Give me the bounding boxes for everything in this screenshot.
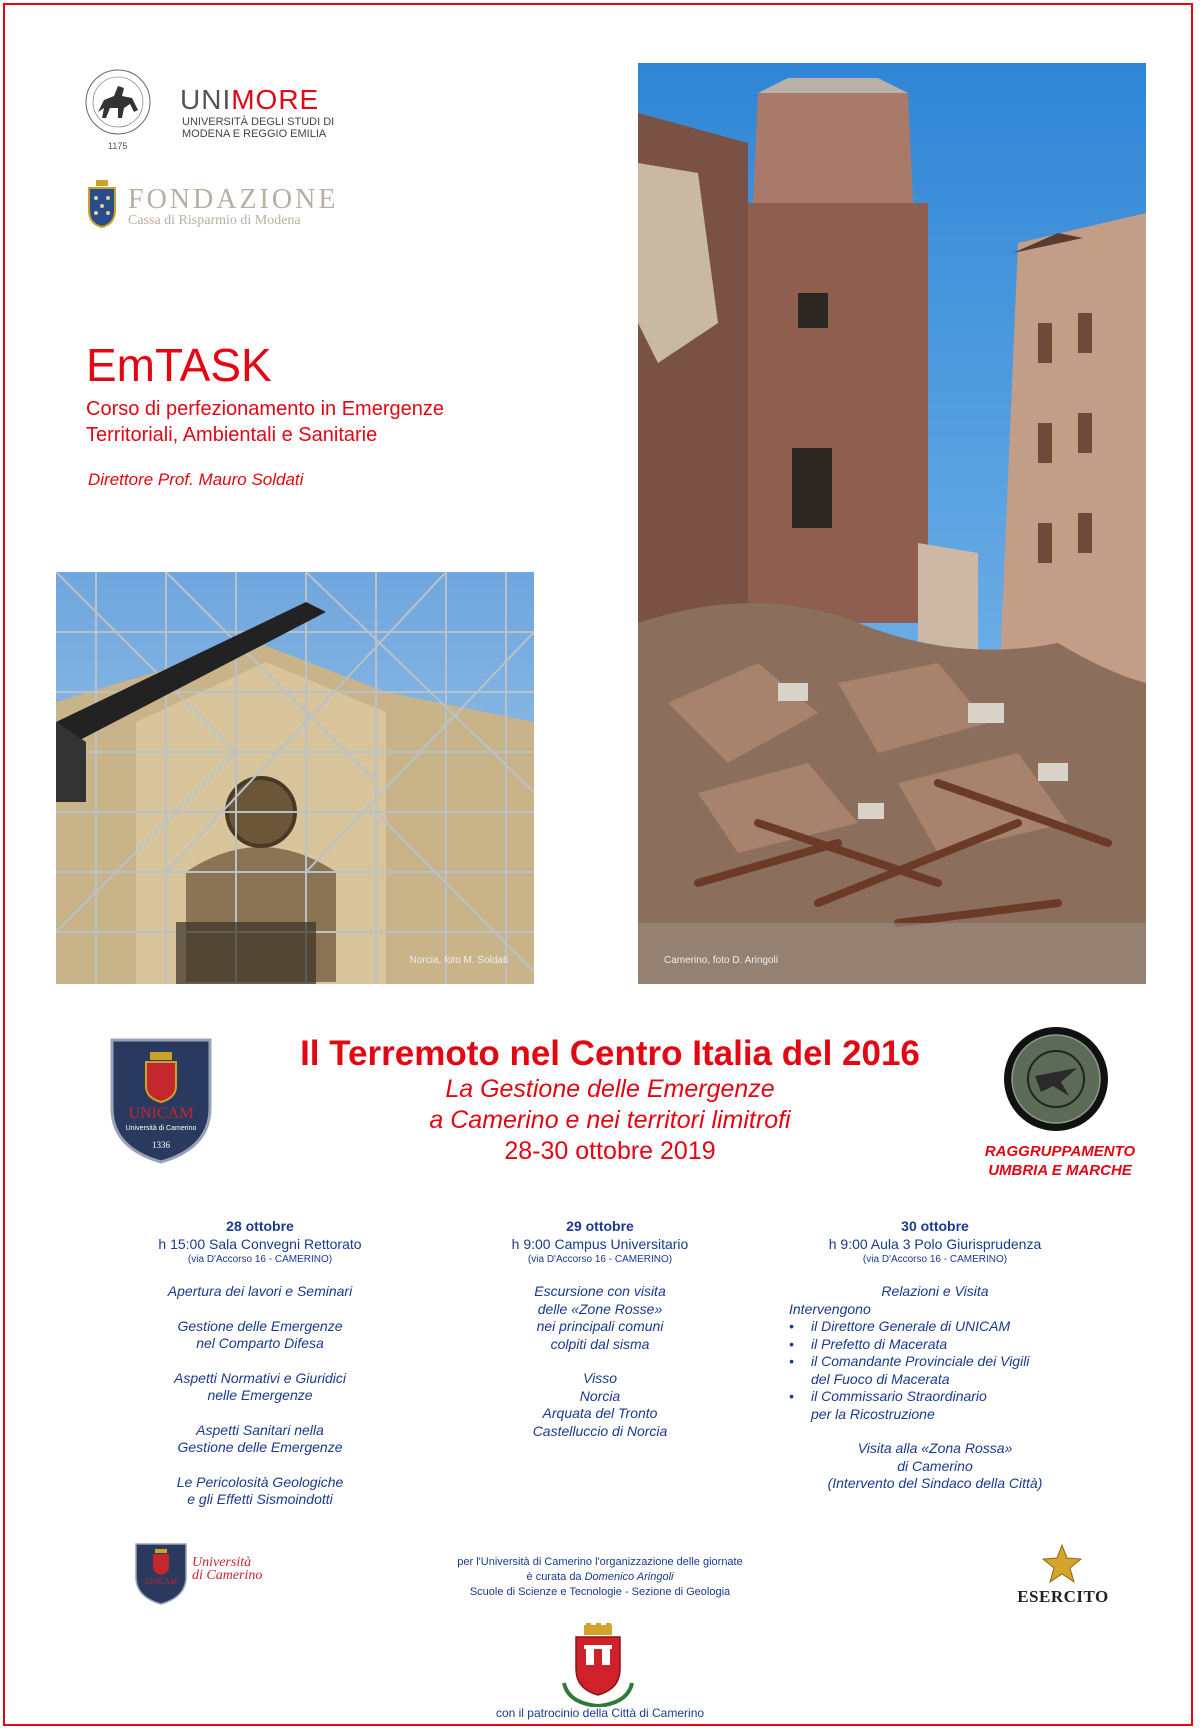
fondazione-crest-icon: [86, 180, 118, 228]
event-title: Il Terremoto nel Centro Italia del 2016: [300, 1034, 920, 1073]
svg-text:UNICAM: UNICAM: [144, 1577, 178, 1586]
unimore-subtitle: UNIVERSITÀ DEGLI STUDI DI MODENA E REGGIO EMILIA: [182, 116, 335, 140]
speaker-item: • il Direttore Generale di UNICAM: [789, 1318, 1011, 1334]
speaker-item: • il Commissario Straordinario per la Ricostruzione: [789, 1388, 987, 1422]
unicam-shield-year: 1336: [152, 1140, 170, 1150]
unicam-shield-icon: [110, 1038, 212, 1164]
day-3-intervengono: Intervengono: [789, 1300, 871, 1317]
course-title: EmTASK: [86, 339, 272, 391]
unicam-shield-name: UNICAM: [128, 1105, 194, 1122]
day-1-place: h 15:00 Sala Convegni Rettorato: [158, 1235, 362, 1252]
patrocinio-note: con il patrocinio della Città di Camerino: [495, 1706, 705, 1720]
day-2-place: h 9:00 Campus Universitario: [511, 1235, 689, 1252]
day-3-place: h 9:00 Aula 3 Polo Giurisprudenza: [828, 1235, 1042, 1252]
unimore-wordmark: UNIMORE: [180, 84, 320, 115]
paracadutisti-emblem-icon: [1003, 1026, 1109, 1132]
day-1-item: Le Pericolosità Geologiche e gli Effetti Sismoindotti: [176, 1473, 344, 1507]
day-1-item: Aspetti Normativi e Giuridici nelle Emergenze: [174, 1369, 346, 1403]
day-2-address: (via D'Accorso 16 - CAMERINO): [527, 1254, 673, 1265]
day-1-item: Apertura dei lavori e Seminari: [167, 1283, 353, 1299]
day-1-item: Aspetti Sanitari nella Gestione delle Emergenze: [177, 1421, 343, 1455]
photo-norcia-scaffolding: [56, 572, 534, 984]
fondazione-subtitle: Cassa di Risparmio di Modena: [128, 213, 301, 228]
speaker-item: • il Prefetto di Macerata: [789, 1335, 948, 1352]
program-day-3: [785, 1218, 1085, 1493]
organization-note: per l'Università di Camerino l'organizzazione delle giornate è curata da Domenico Aringoli Scuole di Scienze e Tecnologie - Sezione di Geologia: [457, 1556, 743, 1598]
unicam-wordmark: Università di Camerino: [192, 1555, 263, 1583]
speaker-item: • il Comandante Provinciale dei Vigili del Fuoco di Macerata: [789, 1353, 1030, 1387]
day-3-address: (via D'Accorso 16 - CAMERINO): [862, 1254, 1008, 1265]
camerino-crest-icon: [560, 1623, 636, 1707]
unicam-shield-sub: Università di Camerino: [125, 1125, 197, 1132]
esercito-label: ESERCITO: [1017, 1587, 1109, 1606]
day-1-date: 28 ottobre: [226, 1218, 294, 1234]
day-2-date: 29 ottobre: [566, 1218, 634, 1234]
unimore-year: 1175: [108, 141, 128, 151]
event-subtitle: La Gestione delle Emergenze a Camerino e nei territori limitrofi: [429, 1075, 791, 1134]
photo-right-caption: Camerino, foto D. Aringoli: [664, 955, 778, 966]
paracadutisti-label: RAGGRUPPAMENTO UMBRIA E MARCHE: [984, 1143, 1136, 1179]
program-day-1: [110, 1218, 410, 1509]
course-subtitle: Corso di perfezionamento in Emergenze Territoriali, Ambientali e Sanitarie: [86, 398, 444, 446]
day-3-date: 30 ottobre: [901, 1218, 969, 1234]
photo-left-caption: Norcia, foto M. Soldati: [409, 955, 508, 966]
photo-camerino-collapse: [638, 63, 1146, 984]
day-1-item: Gestione delle Emergenze nel Comparto Difesa: [177, 1317, 343, 1351]
event-dates: 28-30 ottobre 2019: [504, 1137, 716, 1165]
day-3-speakers: [785, 1318, 1085, 1423]
star-icon: [1042, 1544, 1082, 1584]
day-2-intro: Escursione con visita delle «Zone Rosse» nei principali comuni colpiti dal sisma: [534, 1283, 666, 1352]
course-director: Direttore Prof. Mauro Soldati: [88, 470, 304, 489]
program-day-2: [450, 1218, 750, 1440]
day-1-address: (via D'Accorso 16 - CAMERINO): [187, 1254, 333, 1265]
day-3-heading: Relazioni e Visita: [881, 1283, 989, 1299]
fondazione-name: FONDAZIONE: [128, 184, 339, 215]
day-2-places: Visso Norcia Arquata del Tronto Castelluccio di Norcia: [532, 1370, 668, 1439]
unicam-small-shield-icon: [135, 1543, 187, 1605]
day-3-visit: Visita alla «Zona Rossa» di Camerino (Intervento del Sindaco della Città): [827, 1440, 1043, 1491]
